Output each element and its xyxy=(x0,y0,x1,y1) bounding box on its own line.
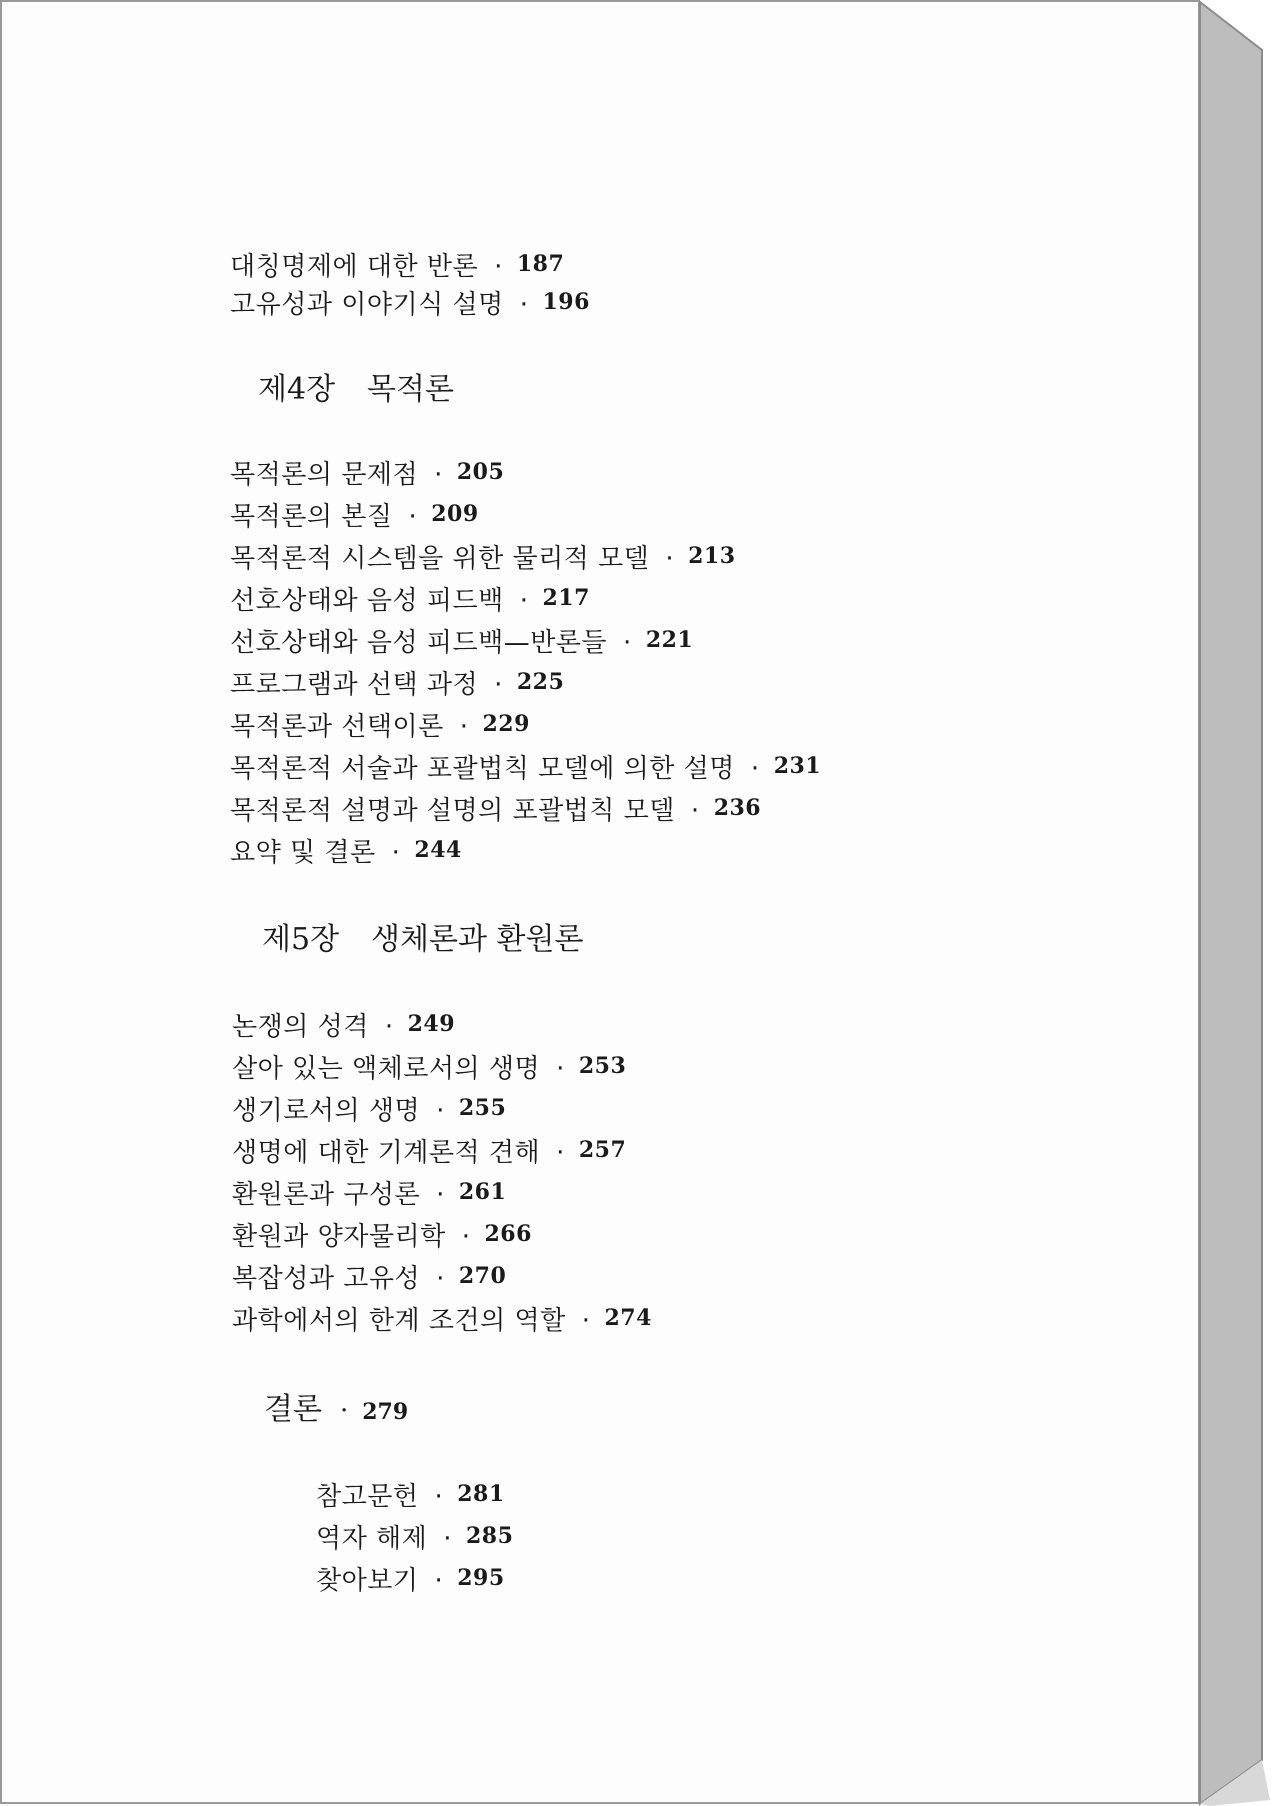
toc-entry xyxy=(232,1304,652,1339)
entry-title: 목적론의 본질 xyxy=(230,502,393,532)
toc-entry xyxy=(230,710,530,745)
separator-dot: · xyxy=(519,586,529,616)
entry-title: 목적론의 문제점 xyxy=(230,460,419,490)
entry-title: 역자 해제 xyxy=(316,1524,428,1554)
entry-title: 프로그램과 선택 과정 xyxy=(230,670,479,700)
toc-entry xyxy=(232,1010,455,1045)
page-number: 249 xyxy=(407,1011,456,1037)
separator-dot: · xyxy=(690,796,700,826)
page-number: 295 xyxy=(457,1565,505,1591)
chapter-heading xyxy=(262,920,583,960)
toc-entry xyxy=(230,584,590,619)
conclusion-heading xyxy=(264,1390,408,1432)
entry-title: 목적론과 선택이론 xyxy=(230,712,444,742)
separator-dot: · xyxy=(750,754,760,784)
entry-title: 참고문헌 xyxy=(316,1482,419,1512)
page-number: 266 xyxy=(484,1221,532,1247)
separator-dot: · xyxy=(408,502,418,532)
chapter-title: 목적론 xyxy=(367,372,454,407)
separator-dot: · xyxy=(581,1306,591,1336)
back-matter-entry xyxy=(316,1522,513,1557)
page-number: 281 xyxy=(457,1481,505,1507)
separator-dot: · xyxy=(459,712,469,742)
toc-entry xyxy=(230,626,693,661)
page-number: 196 xyxy=(542,289,590,315)
page-number: 270 xyxy=(458,1263,507,1289)
toc-entry xyxy=(230,752,821,787)
entry-title: 목적론적 서술과 포괄법칙 모델에 의한 설명 xyxy=(230,754,735,784)
chapter-title: 생체론과 환원론 xyxy=(371,922,584,957)
toc-entry xyxy=(230,542,736,577)
chapter-label: 제5장 xyxy=(262,922,340,957)
entry-title: 대칭명제에 대한 반론 xyxy=(230,252,479,282)
separator-dot: · xyxy=(494,670,503,700)
page-number: 236 xyxy=(713,795,762,821)
entry-title: 찾아보기 xyxy=(316,1566,419,1596)
separator-dot: · xyxy=(665,544,675,574)
page-number: 274 xyxy=(604,1305,652,1331)
chapter-heading xyxy=(258,370,454,410)
toc-entry xyxy=(230,458,504,493)
separator-dot: · xyxy=(494,252,503,282)
separator-dot: · xyxy=(623,628,632,658)
entry-title: 고유성과 이야기식 설명 xyxy=(230,290,504,320)
separator-dot: · xyxy=(436,1264,445,1294)
toc-entry xyxy=(232,1262,506,1297)
page-number: 261 xyxy=(458,1179,507,1205)
page-number: 285 xyxy=(466,1523,514,1549)
separator-dot: · xyxy=(556,1138,565,1168)
toc-entry xyxy=(232,1136,626,1171)
toc-entry xyxy=(230,668,564,703)
toc-entry xyxy=(230,288,590,323)
entry-title: 요약 및 결론 xyxy=(230,838,376,868)
toc-entry xyxy=(232,1094,506,1129)
separator-dot: · xyxy=(434,1566,444,1596)
entry-title: 복잡성과 고유성 xyxy=(232,1264,421,1294)
separator-dot: · xyxy=(519,290,529,320)
page-number: 255 xyxy=(458,1095,507,1121)
page-number: 253 xyxy=(578,1053,627,1079)
toc-entry xyxy=(232,1220,532,1255)
page-number: 205 xyxy=(456,459,505,485)
page-number: 257 xyxy=(578,1137,627,1163)
toc-entry xyxy=(230,500,479,535)
page-number: 225 xyxy=(516,669,565,695)
separator-dot: · xyxy=(436,1096,445,1126)
entry-title: 목적론적 시스템을 위한 물리적 모델 xyxy=(230,544,650,574)
back-matter-entry xyxy=(316,1480,505,1515)
toc-entry xyxy=(230,250,564,285)
separator-dot: · xyxy=(434,460,443,490)
page-number: 213 xyxy=(688,543,736,569)
toc-entry xyxy=(230,794,761,829)
separator-dot: · xyxy=(384,1012,394,1042)
toc-entry xyxy=(232,1178,506,1213)
toc-entry xyxy=(232,1052,626,1087)
entry-title: 생명에 대한 기계론적 견해 xyxy=(232,1138,541,1168)
chapter-label: 제4장 xyxy=(258,372,336,407)
conclusion-title: 결론 xyxy=(264,1392,322,1427)
separator-dot: · xyxy=(556,1054,565,1084)
page-number: 244 xyxy=(414,837,462,863)
entry-title: 과학에서의 한계 조건의 역할 xyxy=(232,1306,566,1336)
separator-dot: · xyxy=(443,1524,452,1554)
separator-dot: · xyxy=(391,838,401,868)
page-number: 279 xyxy=(362,1399,409,1425)
separator-dot: · xyxy=(461,1222,471,1252)
entry-title: 논쟁의 성격 xyxy=(232,1012,369,1042)
entry-title: 환원론과 구성론 xyxy=(232,1180,421,1210)
entry-title: 생기로서의 생명 xyxy=(232,1096,421,1126)
page-number: 187 xyxy=(516,251,565,277)
page-number: 231 xyxy=(773,753,822,779)
page-number: 229 xyxy=(482,711,530,737)
entry-title: 목적론적 설명과 설명의 포괄법칙 모델 xyxy=(230,796,675,826)
page-number: 221 xyxy=(645,627,694,653)
entry-title: 살아 있는 액체로서의 생명 xyxy=(232,1054,541,1084)
entry-title: 환원과 양자물리학 xyxy=(232,1222,446,1252)
separator-dot: · xyxy=(434,1482,444,1512)
page-number: 209 xyxy=(431,501,479,527)
entry-title: 선호상태와 음성 피드백 xyxy=(230,586,504,616)
separator-dot: · xyxy=(436,1180,445,1210)
page-number: 217 xyxy=(542,585,590,611)
back-matter-entry xyxy=(316,1564,505,1599)
entry-title: 선호상태와 음성 피드백—반론들 xyxy=(230,628,608,658)
toc-entry xyxy=(230,836,462,871)
separator-dot: · xyxy=(339,1396,349,1426)
